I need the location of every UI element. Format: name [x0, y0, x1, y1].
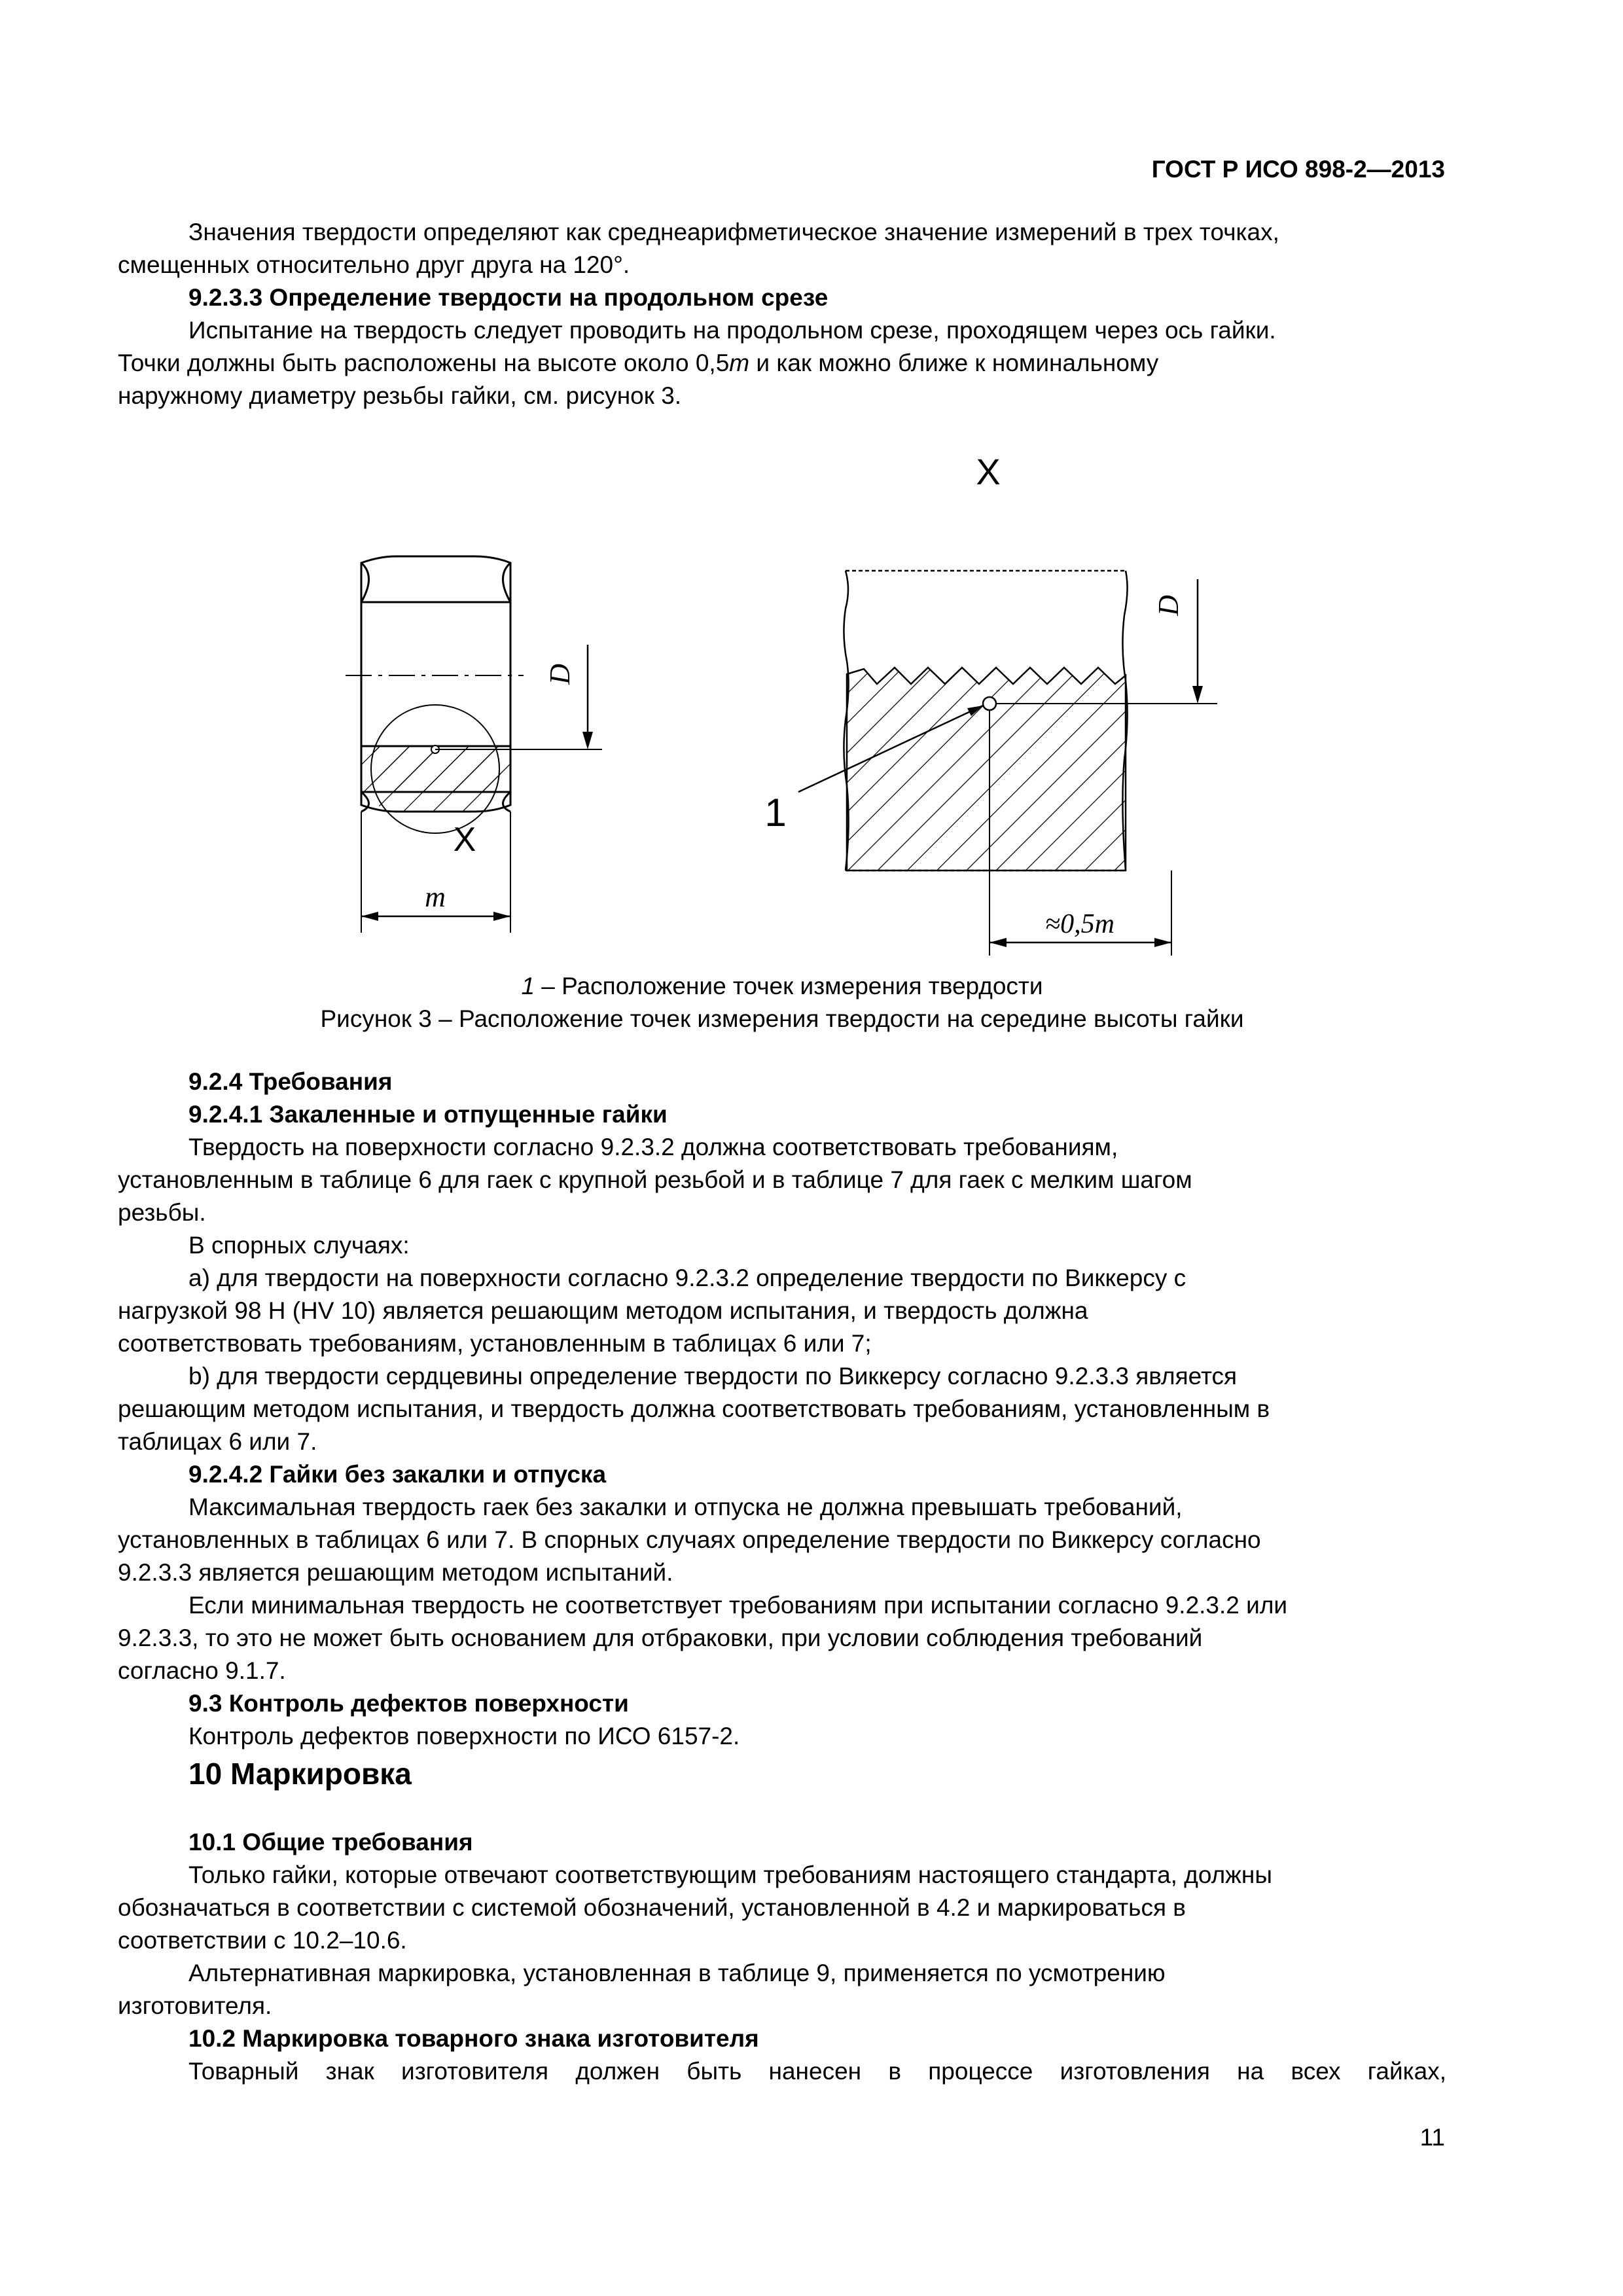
item-f-line-1: Альтернативная маркировка, установленная в таблице 9, применяется по усмотрению — [188, 1960, 1166, 1986]
item-b-line-1: b) для твердости сердцевины определение твердости по Виккерсу согласно 9.2.3.3 является — [188, 1363, 1238, 1390]
section-924 — [118, 1066, 1446, 1753]
p1-line-3: резьбы. — [118, 1199, 206, 1226]
figure-3-diagram — [314, 432, 1263, 956]
section-9233-line-3: наружному диаметру резьбы гайки, см. рисунок 3. — [118, 382, 682, 409]
section-102-title: 10.2 Маркировка товарного знака изготовителя — [188, 2025, 759, 2052]
measure-point-right — [983, 697, 996, 710]
label-m: m — [425, 881, 446, 913]
label-x-nut: X — [453, 821, 476, 859]
half-m-arrow-right — [1154, 938, 1171, 947]
label-x-top: X — [976, 451, 1001, 492]
section-9242-title: 9.2.4.2 Гайки без закалки и отпуска — [188, 1461, 607, 1488]
section-9241-title: 9.2.4.1 Закаленные и отпущенные гайки — [188, 1101, 668, 1128]
section-101-title: 10.1 Общие требования — [188, 1829, 473, 1856]
item-e-line-3: соответствии с 10.2–10.6. — [118, 1927, 407, 1954]
section-9233-m: m — [729, 350, 750, 376]
item-e-line-2: обозначаться в соответствии с системой обозначений, установленной в 4.2 и маркироваться в — [118, 1894, 1186, 1921]
intro-line-1: Значения твердости определяют как среднеарифметическое значение измерений в трех точках, — [188, 219, 1279, 245]
legend-text: – Расположение точек измерения твердости — [535, 973, 1043, 999]
section-10-title: 10 Маркировка — [188, 1757, 412, 1791]
section-10 — [118, 1757, 1446, 1790]
label-d-left: D — [544, 664, 576, 685]
label-half-m: ≈0,5m — [1045, 909, 1115, 939]
m-arrow-left — [361, 912, 378, 921]
section-93-title: 9.3 Контроль дефектов поверхности — [188, 1690, 629, 1717]
section-9233-title: 9.2.3.3 Определение твердости на продольном срезе — [188, 284, 829, 311]
item-c-line-3: 9.2.3.3 является решающим методом испытаний. — [118, 1559, 673, 1586]
label-d-right: D — [1152, 595, 1185, 616]
p1-line-2: установленным в таблице 6 для гаек с крупной резьбой и в таблице 7 для гаек с мелким шагом — [118, 1166, 1192, 1193]
intro-section — [118, 216, 1446, 412]
intro-line-2: смещенных относительно друг друга на 120°. — [118, 251, 630, 278]
p1-line-1: Твердость на поверхности согласно 9.2.3.2 должна соответствовать требованиям, — [188, 1134, 1118, 1160]
figure-caption: Рисунок 3 – Расположение точек измерения твердости на середине высоты гайки — [320, 1005, 1244, 1032]
item-a-line-2: нагрузкой 98 Н (HV 10) является решающим методом испытания, и твердость должна — [118, 1297, 1088, 1324]
section-924-title: 9.2.4 Требования — [188, 1068, 393, 1095]
item-a-line-1: а) для твердости на поверхности согласно 9.2.3.2 определение твердости по Виккерсу с — [188, 1265, 1186, 1291]
item-c-line-1: Максимальная твердость гаек без закалки и отпуска не должна превышать требований, — [188, 1494, 1183, 1520]
section-9233-line-2a: Точки должны быть расположены на высоте около 0,5 — [118, 350, 730, 376]
section-10-body — [118, 1826, 1446, 2088]
section-9233-line-1: Испытание на твердость следует проводить на продольном срезе, проходящем через ось гайки. — [188, 317, 1276, 344]
m-arrow-right — [493, 912, 510, 921]
item-d-line-2: 9.2.3.3, то это не может быть основанием для отбраковки, при условии соблюдения требований — [118, 1624, 1203, 1651]
section-9233-line-2b: и как можно ближе к номинальному — [749, 350, 1159, 376]
label-1: 1 — [764, 791, 787, 834]
d-left-arrow — [582, 732, 593, 749]
item-g-line-1: Товарный знак изготовителя должен быть нанесен в процессе изготовления на всех гайках, — [188, 2058, 1446, 2085]
item-c-line-2: установленных в таблицах 6 или 7. В спорных случаях определение твердости по Виккерсу согласно — [118, 1526, 1261, 1553]
item-a-line-3: соответствовать требованиям, установленным в таблицах 6 или 7; — [118, 1330, 872, 1357]
item-e-line-1: Только гайки, которые отвечают соответствующим требованиям настоящего стандарта, должны — [188, 1861, 1272, 1888]
d-right-arrow — [1192, 686, 1203, 704]
item-b-line-3: таблицах 6 или 7. — [118, 1428, 317, 1455]
half-m-arrow-left — [990, 938, 1007, 947]
legend-number: 1 — [521, 973, 535, 999]
document-header: ГОСТ Р ИСО 898-2—2013 — [1151, 156, 1445, 183]
item-d-line-3: согласно 9.1.7. — [118, 1657, 286, 1684]
item-d-line-1: Если минимальная твердость не соответствует требованиям при испытании согласно 9.2.3.2 или — [188, 1592, 1288, 1619]
figure-legend — [118, 970, 1446, 1003]
item-b-line-2: решающим методом испытания, и твердость должна соответствовать требованиям, установленным в — [118, 1395, 1270, 1422]
section-93-text: Контроль дефектов поверхности по ИСО 6157-2. — [188, 1723, 740, 1749]
section-9233-line-2 — [118, 347, 1446, 380]
page-number: 11 — [1419, 2124, 1445, 2151]
item-f-line-2: изготовителя. — [118, 1992, 272, 2019]
p2-line: В спорных случаях: — [188, 1232, 410, 1259]
